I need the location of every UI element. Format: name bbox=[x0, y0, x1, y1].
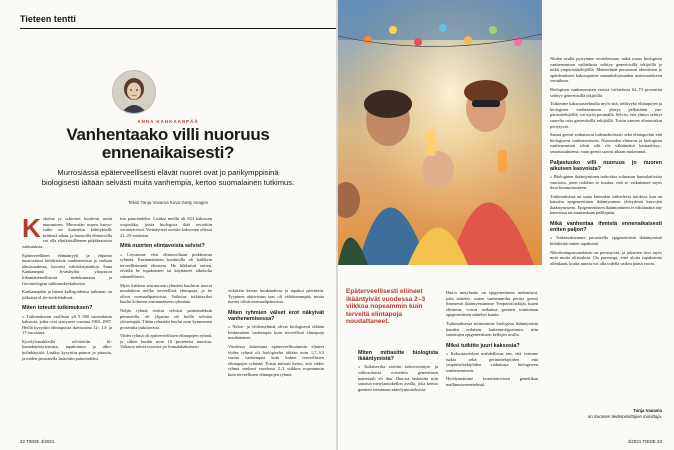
paragraph: Hyödynnämme kvantitatiivisen genetiikan mallinnusmenetelmiä. bbox=[446, 376, 538, 387]
paragraph: » Tutkimuksemme perusteella epigeneettistä ikääntymistä kiihdyttää eniten tupakointi. bbox=[550, 235, 662, 247]
author-role: on Suomen tiedetoimittajien toimittaja. bbox=[587, 414, 662, 419]
paragraph: » Neloo- ja viidensyhmät olivat biologisesti iältään keskimäärin vanhempia kuin terveellisiä elintapoja noudattaneet. bbox=[228, 324, 324, 341]
paragraph: Neljäs ryhmä erottui selvästi painoindeksin perusteella, eli ylipaino oli heillä selvästi yleisempää. Tähän ryhmään kuului noin kymmenen prosenttia tutkittavista. bbox=[120, 307, 212, 330]
paragraph: Kankaanpään ja hänen kollegoidensa tutkimus on julkaistu eLife-tiedelehdessä. bbox=[22, 289, 112, 300]
section-title: Tieteen tentti bbox=[20, 14, 76, 24]
paragraph: viikittäin kerran kuukaudessa ja tupakoi päivittäin. Tyypinen aktiivisuus taas oli vähäistenmpää, mutta nuoret olivat normaalipainoisia. bbox=[228, 288, 324, 305]
party-photo bbox=[338, 0, 542, 265]
portrait-illustration bbox=[113, 71, 155, 113]
paragraph: Viides ryhmä oli epäterveellisten elintapojen ryhmä, ja siihen kuului noin 16 prosenttia nuorista. Valtaosa näistä nuorista joi humalahakuisesti bbox=[120, 333, 212, 350]
paragraph: Kokohat ja sokeriset kuulevat usein nuoruuteen. Murrosiän nopea kasvuvaihe on kuitenkin kehitykselle kriittistä aikaa, ja huonoilla elintavoilla voi olla elinikäisilläenne pitkäkestoisia vaikutuksia. bbox=[22, 213, 112, 249]
subheading: Mitä nuorten elintavoista selvisi? bbox=[120, 243, 205, 250]
festival-crowd-image bbox=[338, 0, 542, 265]
section-rule bbox=[20, 28, 336, 29]
paragraph: » Löysimme viisi elintavoiltaan poikkeavaa ryhmää. Ensimmäiseen kuuluvilla oli kaikkein terveellisimmät elintavat. He liikkuivat eniten, eivätkä he tupakoineet tai käyttäneet alkoholia säännöllisesti. bbox=[120, 251, 212, 279]
page-number-right: 4/2021 TIEDE 23 bbox=[627, 439, 662, 444]
article-lede: Murrosiässä epäterveellisesti elävät nuoret ovat jo parikymppisinä biologisesti iältään selvästi muita vanhempia, kertoo suomalainen tutkimus. bbox=[41, 168, 295, 187]
text-column-4 bbox=[358, 345, 438, 395]
subheading: Miksi tutkitte juuri kaksosia? bbox=[446, 342, 520, 349]
paragraph: Tutkimme kaksosaseelmalla myös sitä, selittyykö elintapojen ja biologisen vanhenemisen yhteys pelkästään ympäristötekijöillä, vai myös perimällä. Selvisi, että yhteys selittyi suurelta osin geneettisillä tekijöillä. Toisin sanoen elintavatkin periytyvät. bbox=[550, 101, 662, 129]
paragraph: » Biologinen ikääntyminen tarkoittaa solutason kumulatiivisia vaurioita, joten riskihän se kuuluu, että se vaikuttanee myös ihon kimmoisuuteen. bbox=[550, 173, 662, 191]
paragraph: Tutkimuksissa on saatu kuitenkin vaihtelevia tuloksia, kun on katsottu epigeneettinen ikääntyminen yhteydestä kasvojen ikääntymiseen. Epigeneettisten ikääntyminen ei välttämättä näy kasvoissa tai muutenkaan päällepäin. bbox=[550, 193, 662, 216]
text-column-1 bbox=[22, 213, 112, 364]
right-page bbox=[338, 0, 674, 450]
pull-quote: Epäterveellisesti eliineet ikääntyivät vuodessa 2–3 viikkoa nopeammin kuin terveitä elintapoja noudattaneet. bbox=[346, 288, 426, 326]
subheading: Mikä vanhentaa ihmistä ennenaikaisesti eniten paljon? bbox=[550, 221, 662, 234]
subheading: Miten ryhmien välset erot näkyivät vanhenemisessa? bbox=[228, 309, 324, 322]
text-column-6 bbox=[550, 56, 662, 269]
paragraph: Nikotiinitupsuuntalaisin on perustyvää, ja jokainen tiesi myös mitä muita altistuksia. On pareempi, ettei aloita tupakointia ollenkaan, koska nuoria voi olla todella vaikea pääsä eroon. bbox=[550, 249, 662, 266]
text-column-3 bbox=[228, 288, 324, 381]
paragraph: » Tutkimukseen osallistui yli 5 000 suomalaista kaksosta, jotka ovat syntyneet vuosina 1983–1987. Heillä kysyttiin elintapoista ikävuosina 12-, 14- ja 17-vuotiaina. bbox=[22, 313, 112, 336]
paragraph: tiin painoindeksi. Lisäksi meillä oli 824 kaksosen osajoukko, joista biologisia ikää arvioitiin verinäytteistä. Verinäytteet otettiin kaksosten ollessa 21–25-vuotiaita. bbox=[120, 216, 212, 238]
paragraph: Tutkimuksessa mittasimme biologista ikääntymistä kuuden erilaisen laskenta-algoritmin, niin sanottujen epigeneettisten kellojen avulla. bbox=[446, 320, 538, 338]
subheading: Paljastuuko villi nuoruus jo nuoren aikuisen kasvoista? bbox=[550, 159, 662, 172]
drop-cap: K bbox=[22, 213, 41, 243]
paragraph: Samat geenit vaikuttavat todennäköisesti sekä elintapoihin että biologiseen vanhenemiseen. Nuoruuden elintavat ja biologisen vanhenemisen silvät silti ole välttämättä kausaalisyy–seuraussuhteena, vaan geenit saavat aikaan molemmat. bbox=[550, 132, 662, 154]
text-column-2 bbox=[120, 216, 212, 353]
subheading: Miten mittasitte biologista ikääntymistä? bbox=[358, 350, 438, 363]
paragraph: » Tutkittavilta otettiin kokoverinäyte, ja valkosoluista eristettiin geneettinen materiaali eli dna. Dna:sta laskettiin niin sanotun metylaatiokellon avulla, joka kertoo geenien toiminnan säätelymuutoksista. bbox=[358, 364, 438, 392]
article-headline: Vanhentaako villi nuoruus ennenaikaisesti? bbox=[66, 125, 270, 162]
author-signature: Tanja Vasama bbox=[633, 408, 662, 413]
portrait-caption: ANNA KANKAANPÄÄ bbox=[137, 119, 199, 124]
paragraph: Dna:n metylaatio on epigeneettinen mekanismi, joka säätelee, miten vanhemmilta perityt geenit ilmenevät ikääntyessämme. Ympäristötekijät, kuten elintavat, voivat vaikuttaa geenien toimintaan epigeneettisen säätelyn kautta. bbox=[446, 290, 538, 318]
author-avatar bbox=[112, 70, 156, 114]
paragraph: » Kaksosasetelma mahdollistaa sen, että voimme tutkia sekä perintötekijöiden että ympäristötekijöiden vaikutusta biologiseen vanhenemiseen. bbox=[446, 350, 538, 373]
paragraph: Myös kahteen seuraavaan ryhmään kuuluvat nuoret noudattivat melko terveellisiä elintapoja, ja he olivat normaalipainoisia. Vaikutus tutkittaviksi kuului kolmeen ensimmäiseen ryhmään. bbox=[120, 282, 212, 305]
article-credit: Teksti Tanja Vasama Kuva Getty Images bbox=[127, 200, 209, 205]
left-page bbox=[0, 0, 336, 450]
paragraph: Biologisen vanhenemisen eroista vaihtelusta 62–73 prosenttia selittyy geneettisillä tekijöillä. bbox=[550, 86, 662, 98]
paragraph: Niiden avulla pystymme erottelemaan, mikä osuus biologisen vanhenemisen vaihtelusta selittyy geneettisillä tekijöillä ja mikä ympäristötekijöillä. Menetelmät perustuvat identtisten ja epäidenttisten kaksosparien samankaltaisuuden matemaattiseen vertailuun. bbox=[550, 56, 662, 84]
paragraph: Epäterveellinen elämäntyyli ja ylipaino murrosiässä kiihdyttävät vanhenemista jo varhain aikuisuudessa, havaitsi väitöskirjatutkija Anna Kankaanpää Jyväskylän yliopiston liikuntatieteellisestä tiedekunnasta ja Gerontologian tutkimuskeskuksesta. bbox=[22, 252, 112, 286]
text-column-5 bbox=[446, 290, 538, 391]
subheading: Miten toteutit tutkimuksen? bbox=[22, 305, 93, 312]
paragraph: Kyselylomakkeilla selvitettiin liikuntakäyttäytymista, tupakointia ja alkoholinkäyttöä. Lisäksi kysyttiin painoa ja pituutta, ja niiden perusteella laskettiin painoindeksi. bbox=[22, 338, 112, 361]
paragraph: Vuodessa laskettuna epäterveellissimmin eläneet viides ryhmä oli biologiselta iältään noin 1,7–3,3 vuotta vanhempaa kuin kolme terveellisten elintapojen ryhmää. Toisin mittarit kertoi, että viides ryhmä vanheni vuodessa 2–3 viikkoa nopeammin kuin terveellisten elintapojen ryhmä. bbox=[228, 343, 324, 377]
page-number-left: 22 TIEDE 4/2021 bbox=[20, 439, 55, 444]
